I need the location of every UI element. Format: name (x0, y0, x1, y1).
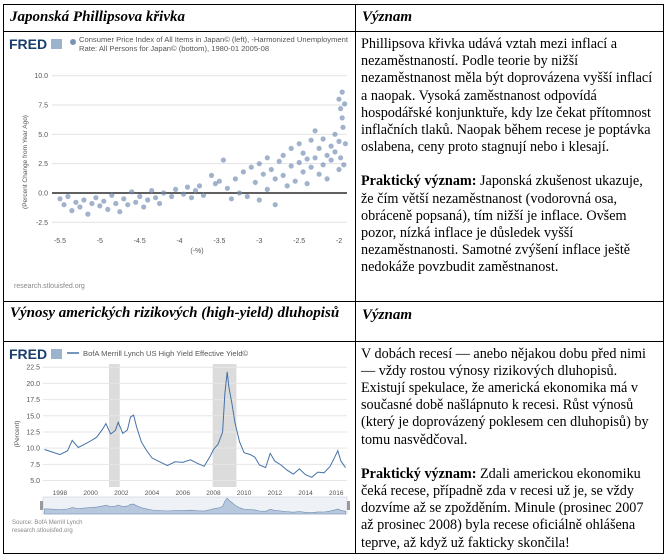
row1-paragraph: Phillipsova křivka udává vztah mezi inflací a nezaměstnaností. Podle teorie by nižší nezaměstnanost měla být doprovázena vyšší inflací a naopak. Vysoká zaměstnanost odpovídá hospodářské konjunktuře, kdy lze čekat přítomnost inflačních tlaků. Naopak během recese je poptávka oslabena, ceny proto stagnují nebo i klesají. (361, 36, 653, 156)
yield-x-tick: 2008 (206, 489, 221, 497)
phillips-data-point (285, 183, 290, 188)
phillips-data-point (221, 158, 226, 163)
phillips-data-point (193, 188, 198, 193)
yield-y-tick: 17.5 (26, 396, 40, 404)
phillips-data-point (197, 183, 202, 188)
recession-band (213, 364, 237, 487)
phillips-data-point (157, 201, 162, 206)
navigator-left-handle[interactable] (40, 501, 43, 510)
yield-x-tick: 1998 (52, 489, 68, 497)
phillips-data-point (73, 200, 78, 205)
row1-practical-text: Japonská zkušenost ukazuje, že čím větší nezaměstnanost (vodorovná osa, obráceně popsaná), tím nižší je inflace. Ovšem pozor, nízká inflace je důsledek vyšší nezaměstnanosti. Samotné zvýšení inflace ještě nedokáže povzbudit zaměstnanost. (361, 173, 643, 276)
phillips-data-point (332, 149, 337, 154)
row2-practical (361, 466, 658, 552)
row2-meaning-text (356, 341, 664, 553)
yield-x-tick: 2006 (175, 489, 190, 497)
phillips-chart (7, 34, 351, 297)
phillips-data-point (273, 202, 278, 207)
phillips-data-point (269, 167, 274, 172)
phillips-data-point (113, 201, 118, 206)
phillips-data-point (289, 146, 294, 151)
phillips-data-point (317, 146, 322, 151)
phillips-data-point (105, 207, 110, 212)
phillips-data-point (141, 204, 146, 209)
phillips-data-point (257, 161, 262, 166)
yield-x-tick: 2010 (236, 489, 252, 497)
row2-content-row (4, 341, 664, 553)
phillips-data-point (301, 169, 306, 174)
phillips-data-point (149, 188, 154, 193)
yield-x-tick: 2002 (114, 489, 129, 497)
phillips-data-point (109, 193, 114, 198)
phillips-chart-svg (7, 34, 351, 292)
phillips-data-point (245, 194, 250, 199)
phillips-data-point (309, 138, 314, 143)
phillips-x-tick: -3.5 (213, 238, 226, 245)
phillips-data-point (281, 173, 286, 178)
phillips-x-tick: -3 (256, 238, 263, 245)
phillips-data-point (265, 187, 270, 192)
yield-x-tick: 2000 (83, 489, 98, 497)
yield-x-tick: 2012 (267, 489, 283, 497)
recession-band (109, 364, 120, 487)
phillips-data-point (289, 163, 294, 168)
phillips-data-point (153, 195, 158, 200)
phillips-data-point (277, 159, 282, 164)
phillips-data-point (309, 165, 314, 170)
yield-series-line (45, 371, 346, 477)
phillips-y-tick: 2.5 (38, 161, 48, 169)
phillips-data-point (297, 160, 302, 165)
fred-logo: FRED (9, 36, 48, 52)
phillips-data-point (129, 189, 134, 194)
phillips-data-point (81, 197, 86, 202)
phillips-data-point (336, 139, 341, 144)
phillips-data-point (133, 200, 138, 205)
phillips-x-tick: -2 (335, 238, 343, 245)
phillips-y-tick: 5.0 (38, 131, 48, 139)
phillips-data-point (332, 132, 337, 137)
phillips-data-point (233, 176, 238, 181)
phillips-source: research.stlouisfed.org (14, 283, 85, 290)
phillips-data-point (229, 196, 234, 201)
phillips-data-point (185, 185, 190, 190)
phillips-data-point (145, 197, 150, 202)
phillips-data-point (169, 194, 174, 199)
phillips-data-point (217, 179, 222, 184)
legend-marker-icon (70, 39, 76, 45)
phillips-data-point (321, 136, 326, 141)
phillips-data-point (329, 158, 334, 163)
phillips-data-point (301, 151, 306, 156)
phillips-x-tick: -5.5 (53, 238, 67, 245)
phillips-chart-cell (4, 32, 356, 302)
yield-y-tick: 12.5 (26, 429, 40, 437)
phillips-data-point (340, 90, 345, 95)
phillips-data-point (313, 155, 318, 160)
phillips-x-tick: -5 (96, 238, 103, 245)
phillips-data-point (321, 162, 326, 167)
phillips-y-tick: 0.0 (38, 190, 48, 198)
yield-chart-cell (4, 341, 356, 553)
fred-logo: FRED (9, 345, 48, 362)
phillips-data-point (85, 212, 90, 217)
phillips-x-tick: -2.5 (293, 238, 306, 245)
phillips-data-point (65, 194, 70, 199)
row2-practical-label: Praktický význam: (361, 465, 477, 482)
row2-right-heading: Význam (356, 301, 664, 341)
row1-meaning-text (356, 32, 664, 302)
phillips-y-tick: -2.5 (35, 219, 48, 227)
phillips-data-point (89, 201, 94, 206)
yield-y-axis-label: (Percent) (14, 420, 21, 447)
phillips-data-point (329, 144, 334, 149)
row1-practical-label: Praktický význam: (361, 173, 477, 190)
phillips-data-point (341, 162, 346, 167)
phillips-data-point (173, 187, 178, 192)
phillips-data-point (57, 196, 62, 201)
phillips-data-point (93, 195, 98, 200)
phillips-data-point (257, 197, 262, 202)
phillips-data-point (313, 128, 318, 133)
phillips-data-point (117, 209, 122, 214)
phillips-data-point (237, 190, 242, 195)
yield-y-tick: 7.5 (30, 461, 40, 469)
phillips-data-point (69, 208, 74, 213)
yield-x-tick: 2016 (329, 489, 344, 497)
phillips-data-point (261, 172, 266, 177)
phillips-data-point (297, 141, 302, 146)
yield-y-tick: 22.5 (26, 364, 40, 372)
phillips-data-point (340, 125, 345, 130)
phillips-data-point (336, 97, 341, 102)
phillips-data-point (305, 181, 310, 186)
phillips-data-point (161, 190, 166, 195)
phillips-data-point (209, 173, 214, 178)
yield-source-url: research.stlouisfed.org (12, 527, 73, 534)
phillips-data-point (101, 199, 106, 204)
fred-logo-chart-icon (51, 39, 62, 49)
phillips-x-axis-label: (-%) (190, 248, 204, 255)
phillips-data-point (201, 193, 206, 198)
phillips-data-point (137, 194, 142, 199)
phillips-data-point (225, 186, 230, 191)
phillips-data-point (121, 196, 126, 201)
phillips-x-tick: -4 (176, 238, 183, 245)
row2-practical-text: Zdali americkou ekonomiku čeká recese, případně zda v recesi už je, se vždy dozvíme až se zpožděním. Minule (prosinec 2007 až prosinec 2008) byla recese oficiálně ohlášena teprve, až když už fakticky skončila! (361, 465, 644, 551)
phillips-data-point (77, 204, 82, 209)
yield-y-tick: 15.0 (26, 412, 40, 420)
phillips-data-point (265, 155, 270, 160)
phillips-data-point (61, 202, 66, 207)
yield-chart-title: BofA Merrill Lynch US High Yield Effective Yield© (83, 348, 249, 358)
phillips-data-point (343, 141, 348, 146)
phillips-data-point (281, 153, 286, 158)
phillips-data-point (342, 101, 347, 106)
range-navigator[interactable] (40, 497, 350, 514)
row2-left-heading: Výnosy amerických rizikových (high-yield) dluhopisů (4, 301, 356, 341)
row1-practical (361, 173, 658, 276)
phillips-data-point (189, 195, 194, 200)
phillips-y-axis-label: (Percent Change from Year Ago) (22, 115, 29, 209)
phillips-data-point (305, 156, 310, 161)
phillips-y-tick: 7.5 (38, 102, 48, 110)
phillips-data-point (241, 169, 246, 174)
navigator-right-handle[interactable] (347, 501, 350, 510)
document-table (3, 4, 664, 554)
phillips-data-point (340, 115, 345, 120)
yield-x-tick: 2014 (298, 489, 313, 497)
yield-chart (7, 344, 351, 541)
row1-right-heading: Význam (356, 5, 664, 32)
phillips-data-point (293, 179, 298, 184)
yield-chart-svg (7, 344, 351, 536)
row1-content-row (4, 32, 664, 302)
yield-x-tick: 2004 (144, 489, 160, 497)
yield-source: Source: BofA Merrill Lynch (12, 519, 83, 526)
phillips-chart-title: Consumer Price Index of All Items in Japan© (left), -Harmonized Unemployment Rate: All Persons for Japan© (bottom), 1980-01 2005-08 (79, 35, 348, 53)
yield-y-tick: 20.0 (26, 380, 40, 388)
phillips-data-point (338, 155, 343, 160)
yield-y-tick: 10.0 (26, 445, 40, 453)
phillips-data-point (317, 172, 322, 177)
phillips-data-point (336, 167, 341, 172)
row2-paragraph: V dobách recesí — anebo nějakou dobu před nimi — vždy rostou výnosy rizikových dluhopisů. Existují spekulace, že americká ekonomika má v současné době našlápnuto k recesi. Růst výnosů (který je doprovázený poklesem cen dluhopisů) by tomu nasvědčoval. (361, 345, 649, 448)
phillips-x-tick: -4.5 (133, 238, 146, 245)
row1-left-heading: Japonská Phillipsova křivka (4, 5, 356, 32)
phillips-data-point (181, 192, 186, 197)
phillips-y-tick: 10.0 (34, 73, 48, 81)
phillips-data-point (253, 180, 258, 185)
fred-logo-chart-icon (51, 349, 62, 359)
row1-heading-row (4, 5, 664, 32)
phillips-data-point (125, 202, 130, 207)
phillips-data-point (273, 176, 278, 181)
row2-heading-row (4, 301, 664, 341)
phillips-data-point (249, 165, 254, 170)
phillips-data-point (97, 203, 102, 208)
phillips-data-point (325, 153, 330, 158)
phillips-data-point (338, 106, 343, 111)
yield-y-tick: 5.0 (30, 477, 40, 485)
phillips-data-point (325, 176, 330, 181)
